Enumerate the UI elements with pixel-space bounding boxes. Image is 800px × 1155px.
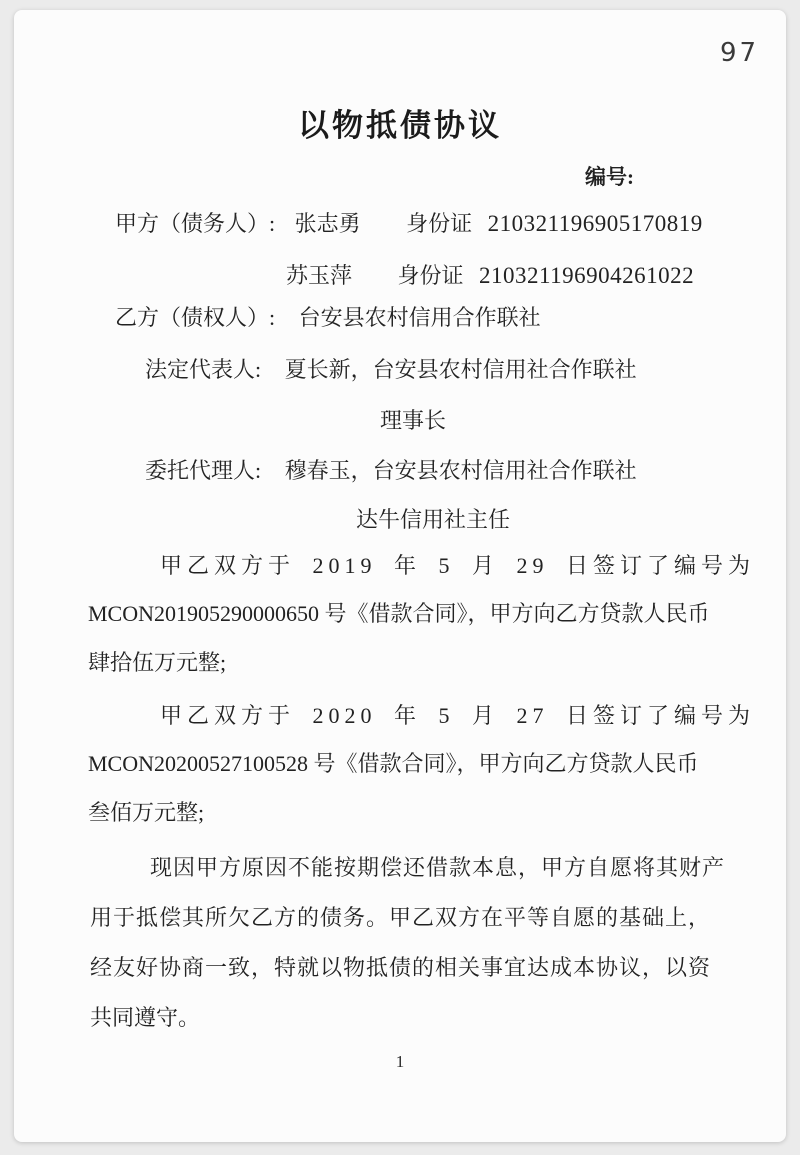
agent-row xyxy=(145,457,637,486)
party-a-id-number-2: 210321196904261022 xyxy=(479,263,695,288)
party-a-member2-row xyxy=(286,261,694,291)
party-a-id-label-1: 身份证 xyxy=(406,211,473,236)
party-a-id-label-2: 身份证 xyxy=(397,263,464,288)
paragraph3-line2: 用于抵偿其所欠乙方的债务。甲乙双方在平等自愿的基础上， xyxy=(90,905,712,930)
paragraph3-line4: 共同遵守。 xyxy=(90,1005,201,1030)
paragraph1-line3: 肆拾伍万元整; xyxy=(88,650,227,675)
party-a-name-1: 张志勇 xyxy=(294,211,361,236)
party-a-name-2: 苏玉萍 xyxy=(286,263,353,288)
document-title: 以物抵债协议 xyxy=(298,108,502,143)
footer-page-number: 1 xyxy=(395,1052,405,1071)
agent-title-line: 达牛信用社主任 xyxy=(356,507,511,532)
party-a-row xyxy=(115,209,703,239)
paragraph3-line3: 经友好协商一致，特就以物抵债的相关事宜达成本协议，以资 xyxy=(90,955,712,980)
party-a-id-number-1: 210321196905170819 xyxy=(487,211,703,236)
party-b-row xyxy=(115,304,541,333)
paragraph1-line2: MCON201905290000650 号《借款合同》，甲方向乙方贷款人民币 xyxy=(88,601,710,626)
party-b-label: 乙方（债权人）: xyxy=(115,305,276,330)
legal-rep-title-line: 理事长 xyxy=(380,408,447,433)
paragraph2-line3: 叁佰万元整; xyxy=(88,800,205,825)
agent-label: 委托代理人: xyxy=(145,458,262,483)
party-a-label: 甲方（债务人）: xyxy=(115,211,276,236)
legal-rep-row xyxy=(145,356,637,385)
paragraph3-line1: 现因甲方原因不能按期偿还借款本息，甲方自愿将其财产 xyxy=(150,855,726,880)
paragraph2-line1: 甲乙双方于 2020 年 5 月 27 日签订了编号为 xyxy=(160,703,756,728)
doc-number-label: 编号: xyxy=(585,165,634,189)
agent-value: 穆春玉，台安县农村信用社合作联社 xyxy=(284,458,637,483)
paragraph2-line2: MCON20200527100528 号《借款合同》，甲方向乙方贷款人民币 xyxy=(88,751,699,776)
party-b-name: 台安县农村信用合作联社 xyxy=(298,305,541,330)
legal-rep-label: 法定代表人: xyxy=(145,357,262,382)
paragraph1-line1: 甲乙双方于 2019 年 5 月 29 日签订了编号为 xyxy=(160,553,756,578)
page-number-stamp: 97 xyxy=(720,38,760,68)
scanned-document-page xyxy=(14,10,786,1142)
legal-rep-value: 夏长新，台安县农村信用社合作联社 xyxy=(284,357,637,382)
